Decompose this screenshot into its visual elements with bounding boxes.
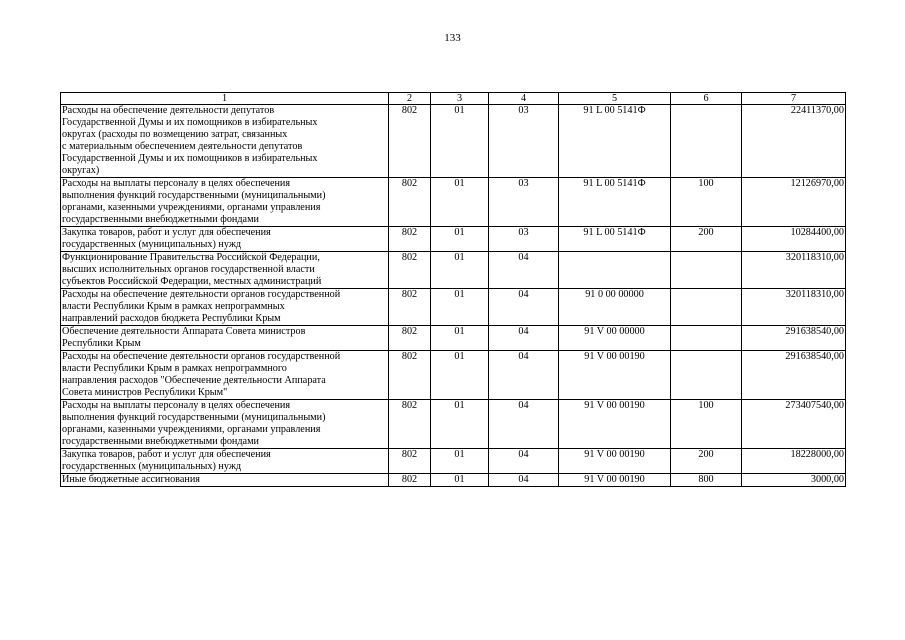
row-ministry: 802: [389, 474, 431, 487]
row-section: 01: [431, 227, 489, 252]
row-type: [671, 289, 742, 326]
row-amount: 10284400,00: [742, 227, 846, 252]
row-ministry: 802: [389, 289, 431, 326]
row-ministry: 802: [389, 252, 431, 289]
row-target: [559, 252, 671, 289]
row-target: 91 V 00 00190: [559, 449, 671, 474]
row-ministry: 802: [389, 227, 431, 252]
table-row: [61, 351, 846, 400]
header-col-1: 1: [61, 93, 389, 105]
row-type: [671, 351, 742, 400]
row-subsection: 04: [489, 289, 559, 326]
row-amount: 18228000,00: [742, 449, 846, 474]
row-ministry: 802: [389, 105, 431, 178]
row-type: 100: [671, 178, 742, 227]
row-section: 01: [431, 474, 489, 487]
row-section: 01: [431, 178, 489, 227]
header-col-5: 5: [559, 93, 671, 105]
row-section: 01: [431, 351, 489, 400]
row-ministry: 802: [389, 449, 431, 474]
row-target: 91 0 00 00000: [559, 289, 671, 326]
row-name: Расходы на выплаты персоналу в целях обеспечения выполнения функций государственными (муниципальными) органами, казенными учреждениями, органами управления государственными внебюджетными фондами: [61, 178, 389, 227]
row-name: Расходы на выплаты персоналу в целях обеспечения выполнения функций государственными (муниципальными) органами, казенными учреждениями, органами управления государственными внебюджетными фондами: [61, 400, 389, 449]
row-amount: 320118310,00: [742, 252, 846, 289]
header-col-7: 7: [742, 93, 846, 105]
row-type: 100: [671, 400, 742, 449]
row-amount: 320118310,00: [742, 289, 846, 326]
header-col-2: 2: [389, 93, 431, 105]
budget-table: [60, 92, 846, 487]
row-target: 91 L 00 5141Ф: [559, 105, 671, 178]
header-col-4: 4: [489, 93, 559, 105]
row-subsection: 03: [489, 178, 559, 227]
row-subsection: 03: [489, 227, 559, 252]
row-type: 200: [671, 227, 742, 252]
table-row: [61, 227, 846, 252]
row-section: 01: [431, 400, 489, 449]
row-amount: 273407540,00: [742, 400, 846, 449]
header-col-6: 6: [671, 93, 742, 105]
table-row: [61, 105, 846, 178]
row-ministry: 802: [389, 351, 431, 400]
row-subsection: 04: [489, 351, 559, 400]
row-subsection: 04: [489, 326, 559, 351]
row-target: 91 L 00 5141Ф: [559, 178, 671, 227]
row-section: 01: [431, 449, 489, 474]
row-ministry: 802: [389, 326, 431, 351]
header-col-3: 3: [431, 93, 489, 105]
row-name: Расходы на обеспечение деятельности депутатов Государственной Думы и их помощников в избирательных округах (расходы по возмещению затрат, связанных с материальным обеспечением деятельности депутатов Государственной Думы и их помощников в избирательных округах): [61, 105, 389, 178]
table-row: [61, 252, 846, 289]
row-name: Функционирование Правительства Российской Федерации, высших исполнительных органов государственной власти субъектов Российской Федерации, местных администраций: [61, 252, 389, 289]
row-subsection: 04: [489, 474, 559, 487]
row-type: [671, 326, 742, 351]
header-row: [61, 93, 846, 105]
row-type: 800: [671, 474, 742, 487]
row-subsection: 04: [489, 449, 559, 474]
row-name: Закупка товаров, работ и услуг для обеспечения государственных (муниципальных) нужд: [61, 227, 389, 252]
row-ministry: 802: [389, 400, 431, 449]
row-type: [671, 252, 742, 289]
row-subsection: 04: [489, 400, 559, 449]
row-target: 91 V 00 00190: [559, 474, 671, 487]
table-row: [61, 326, 846, 351]
row-target: 91 V 00 00190: [559, 400, 671, 449]
row-name: Расходы на обеспечение деятельности органов государственной власти Республики Крым в рамках непрограммного направления расходов "Обеспечение деятельности Аппарата Совета министров Республики Крым": [61, 351, 389, 400]
row-name: Расходы на обеспечение деятельности органов государственной власти Республики Крым в рамках непрограммных направлений расходов бюджета Республики Крым: [61, 289, 389, 326]
table-row: [61, 289, 846, 326]
row-type: [671, 105, 742, 178]
row-ministry: 802: [389, 178, 431, 227]
row-section: 01: [431, 252, 489, 289]
row-type: 200: [671, 449, 742, 474]
table-row: [61, 474, 846, 487]
row-name: Иные бюджетные ассигнования: [61, 474, 389, 487]
row-target: 91 V 00 00000: [559, 326, 671, 351]
table-row: [61, 178, 846, 227]
row-target: 91 V 00 00190: [559, 351, 671, 400]
row-target: 91 L 00 5141Ф: [559, 227, 671, 252]
row-section: 01: [431, 289, 489, 326]
row-amount: 291638540,00: [742, 351, 846, 400]
row-section: 01: [431, 105, 489, 178]
table-row: [61, 400, 846, 449]
row-subsection: 04: [489, 252, 559, 289]
page-number: 133: [444, 32, 461, 44]
row-section: 01: [431, 326, 489, 351]
row-amount: 3000,00: [742, 474, 846, 487]
row-name: Закупка товаров, работ и услуг для обеспечения государственных (муниципальных) нужд: [61, 449, 389, 474]
row-amount: 22411370,00: [742, 105, 846, 178]
row-subsection: 03: [489, 105, 559, 178]
row-name: Обеспечение деятельности Аппарата Совета министров Республики Крым: [61, 326, 389, 351]
row-amount: 12126970,00: [742, 178, 846, 227]
row-amount: 291638540,00: [742, 326, 846, 351]
table-row: [61, 449, 846, 474]
